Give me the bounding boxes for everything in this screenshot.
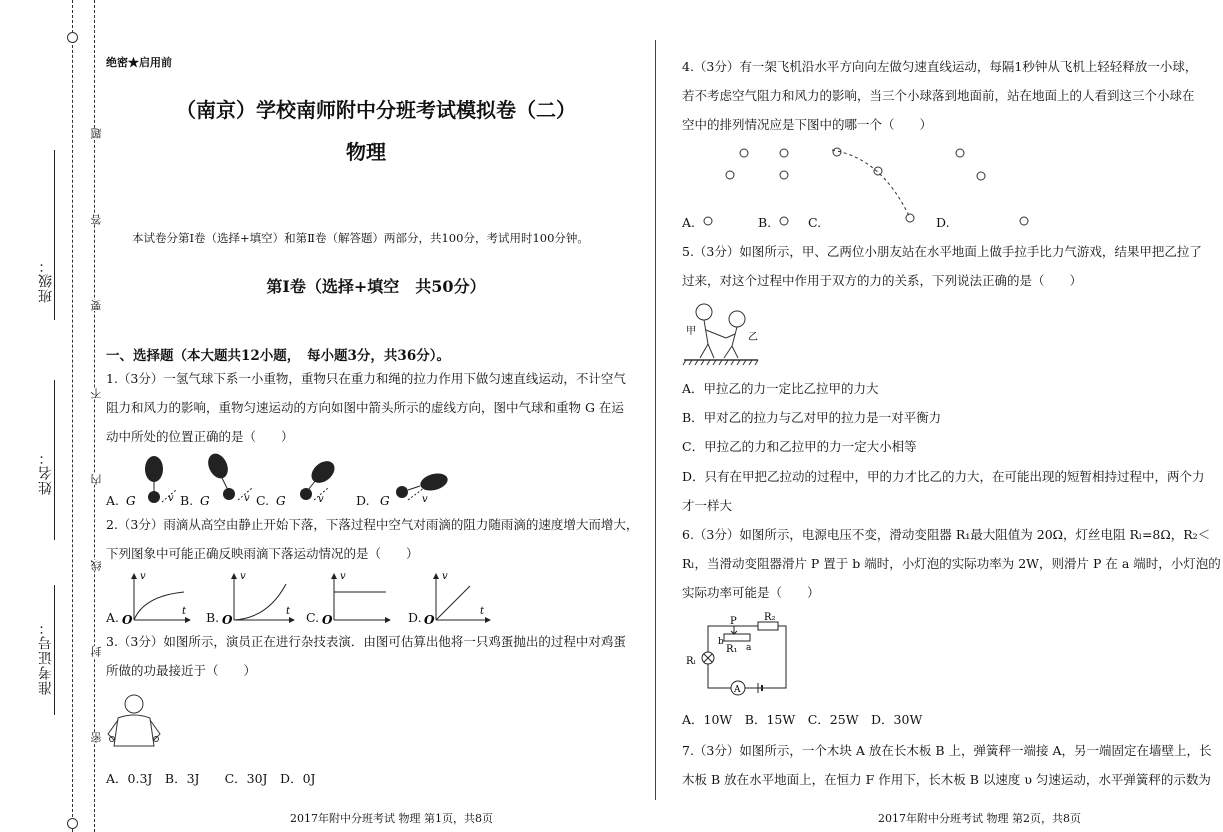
q2-option-a: A.: [106, 610, 120, 625]
q1-line-3: 动中所处的位置正确的是（ ）: [106, 429, 294, 444]
seal-char: 题: [90, 128, 103, 139]
q2-line-1: 2.（3分）雨滴从高空由静止开始下落，下落过程中空气对雨滴的阻力随雨滴的速度增大而增大，: [106, 517, 639, 532]
axis-label-t: t: [480, 606, 485, 617]
label-b: b: [718, 637, 724, 647]
circuit-diagram: [684, 612, 794, 696]
axis-label-v: v: [442, 571, 448, 582]
axis-label-v: v: [240, 571, 246, 582]
origin-label: O: [424, 613, 435, 626]
seal-char: 要: [90, 300, 103, 311]
name-label: 姓名：: [38, 450, 54, 495]
q2-option-d: D.: [408, 610, 422, 625]
seal-char: 内: [90, 474, 103, 485]
seal-char: 密: [90, 732, 103, 743]
weight-icon: [300, 488, 312, 500]
label-yi: 乙: [748, 332, 758, 343]
q4-line-3: 空中的排列情况应是下图中的哪一个（ ）: [682, 117, 933, 132]
q1-option-c: C.: [256, 493, 270, 508]
label-r1: R₁: [726, 644, 738, 655]
q1-option-d: D.: [356, 493, 370, 508]
weight-icon: [396, 486, 408, 498]
label-v: v: [422, 494, 428, 505]
q2-graphs: [118, 568, 498, 626]
q6-line-1: 6.（3分）如图所示，电源电压不变，滑动变阻器 R₁最大阻值为 20Ω，灯丝电阻 Rₗ=8Ω，R₂＜: [682, 527, 1211, 542]
origin-label: O: [122, 613, 133, 626]
axis-label-v: v: [140, 571, 146, 582]
axis-label-t: t: [182, 606, 187, 617]
tug-figure: [682, 300, 762, 366]
weight-icon: [223, 488, 235, 500]
exam-no-label: 准考证号：: [38, 620, 54, 695]
subject-title: 物理: [346, 140, 386, 164]
juggler-icon: [104, 692, 168, 756]
q1-line-2: 阻力和风力的影响，重物匀速运动的方向如图中箭头所示的虚线方向，图中气球和重物 G 在运: [106, 400, 624, 415]
q5-option-c: C．甲拉乙的力和乙拉甲的力一定大小相等: [682, 439, 917, 454]
weight-icon: [148, 491, 160, 503]
q7-line-1: 7.（3分）如图所示，一个木块 A 放在长木板 B 上，弹簧秤一端接 A，另一端固定在墙壁上，长: [682, 743, 1212, 758]
q1-figures: [118, 452, 458, 512]
label-v: v: [168, 493, 174, 504]
q5-option-d-line-1: D．只有在甲把乙拉动的过程中，甲的力才比乙的力大，在可能出现的短暂相持过程中，两个力: [682, 469, 1205, 484]
balloon-icon: [145, 456, 163, 482]
axis-label-t: t: [286, 606, 291, 617]
class-label: 班级：: [38, 258, 54, 303]
q5-line-1: 5.（3分）如图所示，甲、乙两位小朋友站在水平地面上做手拉手比力气游戏，结果甲把乙拉了: [682, 244, 1202, 259]
seal-char: 不: [90, 388, 103, 399]
q1-line-1: 1.（3分）一氢气球下系一小重物，重物只在重力和绳的拉力作用下做匀速直线运动，不计空气: [106, 371, 626, 386]
q6-line-3: 实际功率可能是（ ）: [682, 585, 820, 600]
section-1-heading: 一、选择题（本大题共12小题， 每小题3分，共36分）。: [106, 348, 450, 364]
label-a: a: [746, 643, 752, 653]
label-g: G: [380, 494, 390, 508]
intro-text: 本试卷分第Ⅰ卷（选择+填空）和第Ⅱ卷（解答题）两部分，共100分，考试用时100分钟。: [132, 231, 589, 245]
seal-char: 答: [90, 214, 103, 225]
label-v: v: [318, 494, 324, 505]
q3-options: A．0.3J B．3J C．30J D．0J: [106, 771, 316, 786]
q7-line-2: 木板 B 放在水平地面上，在恒力 F 作用下，长木板 B 以速度 υ 匀速运动，水平弹簧秤的示数为: [682, 772, 1211, 787]
page-2: [656, 0, 1223, 832]
q5-option-b: B．甲对乙的拉力与乙对甲的拉力是一对平衡力: [682, 410, 942, 425]
balloon-icon: [204, 452, 231, 482]
q3-line-2: 所做的功最接近于（ ）: [106, 663, 257, 678]
q2-option-c: C.: [306, 610, 320, 625]
balloon-icon: [307, 457, 338, 488]
q4-option-c: C.: [808, 215, 822, 230]
q4-figures: [696, 140, 1036, 230]
label-r2: R₂: [764, 612, 776, 623]
secret-mark: 绝密★启用前: [106, 56, 172, 69]
label-rl: Rₗ: [686, 656, 696, 667]
q5-option-a: A．甲拉乙的力一定比乙拉甲的力大: [682, 381, 879, 396]
part-1-heading: 第Ⅰ卷（选择+填空 共50分）: [266, 277, 486, 296]
q2-option-b: B.: [206, 610, 220, 625]
label-v: v: [244, 493, 250, 504]
origin-label: O: [322, 613, 333, 626]
axis-label-v: v: [340, 571, 346, 582]
q1-option-b: B.: [180, 493, 194, 508]
q2-line-2: 下列图象中可能正确反映雨滴下落运动情况的是（ ）: [106, 546, 419, 561]
label-g: G: [200, 494, 210, 508]
origin-label: O: [222, 613, 233, 626]
balloon-icon: [418, 471, 449, 494]
q4-option-b: B.: [758, 215, 772, 230]
seal-char: 线: [90, 560, 103, 571]
q6-line-2: Rₗ，当滑动变阻器滑片 P 置于 b 端时，小灯泡的实际功率为 2W，则滑片 P 在 a 端时，小灯泡的: [682, 556, 1221, 571]
q5-option-d-line-2: 才一样大: [682, 498, 733, 513]
q6-options: A．10W B．15W C．25W D．30W: [682, 712, 923, 727]
q1-option-a: A.: [106, 493, 120, 508]
q5-line-2: 过来，对这个过程中作用于双方的力的关系，下列说法正确的是（ ）: [682, 273, 1083, 288]
label-jia: 甲: [686, 326, 696, 337]
seal-char: 封: [90, 646, 103, 657]
label-p: P: [730, 616, 737, 627]
label-ammeter: A: [734, 685, 741, 695]
resistor-r2-icon: [758, 622, 778, 630]
q4-line-1: 4.（3分）有一架飞机沿水平方向向左做匀速直线运动，每隔1秒钟从飞机上轻轻释放一小球，: [682, 59, 1198, 74]
q4-option-d: D.: [936, 215, 950, 230]
page-2-footer: 2017年附中分班考试 物理 第2页，共8页: [878, 812, 1081, 825]
label-g: G: [126, 494, 136, 508]
q4-line-2: 若不考虑空气阻力和风力的影响，当三个小球落到地面前，站在地面上的人看到这三个小球在: [682, 88, 1195, 103]
q4-option-a: A.: [682, 215, 696, 230]
exam-title: （南京）学校南师附中分班考试模拟卷（二）: [176, 98, 576, 122]
label-g: G: [276, 494, 286, 508]
page-1-footer: 2017年附中分班考试 物理 第1页，共8页: [290, 812, 493, 825]
rheostat-r1-icon: [724, 634, 750, 641]
q3-line-1: 3.（3分）如图所示，演员正在进行杂技表演．由图可估算出他将一只鸡蛋抛出的过程中对鸡蛋: [106, 634, 626, 649]
